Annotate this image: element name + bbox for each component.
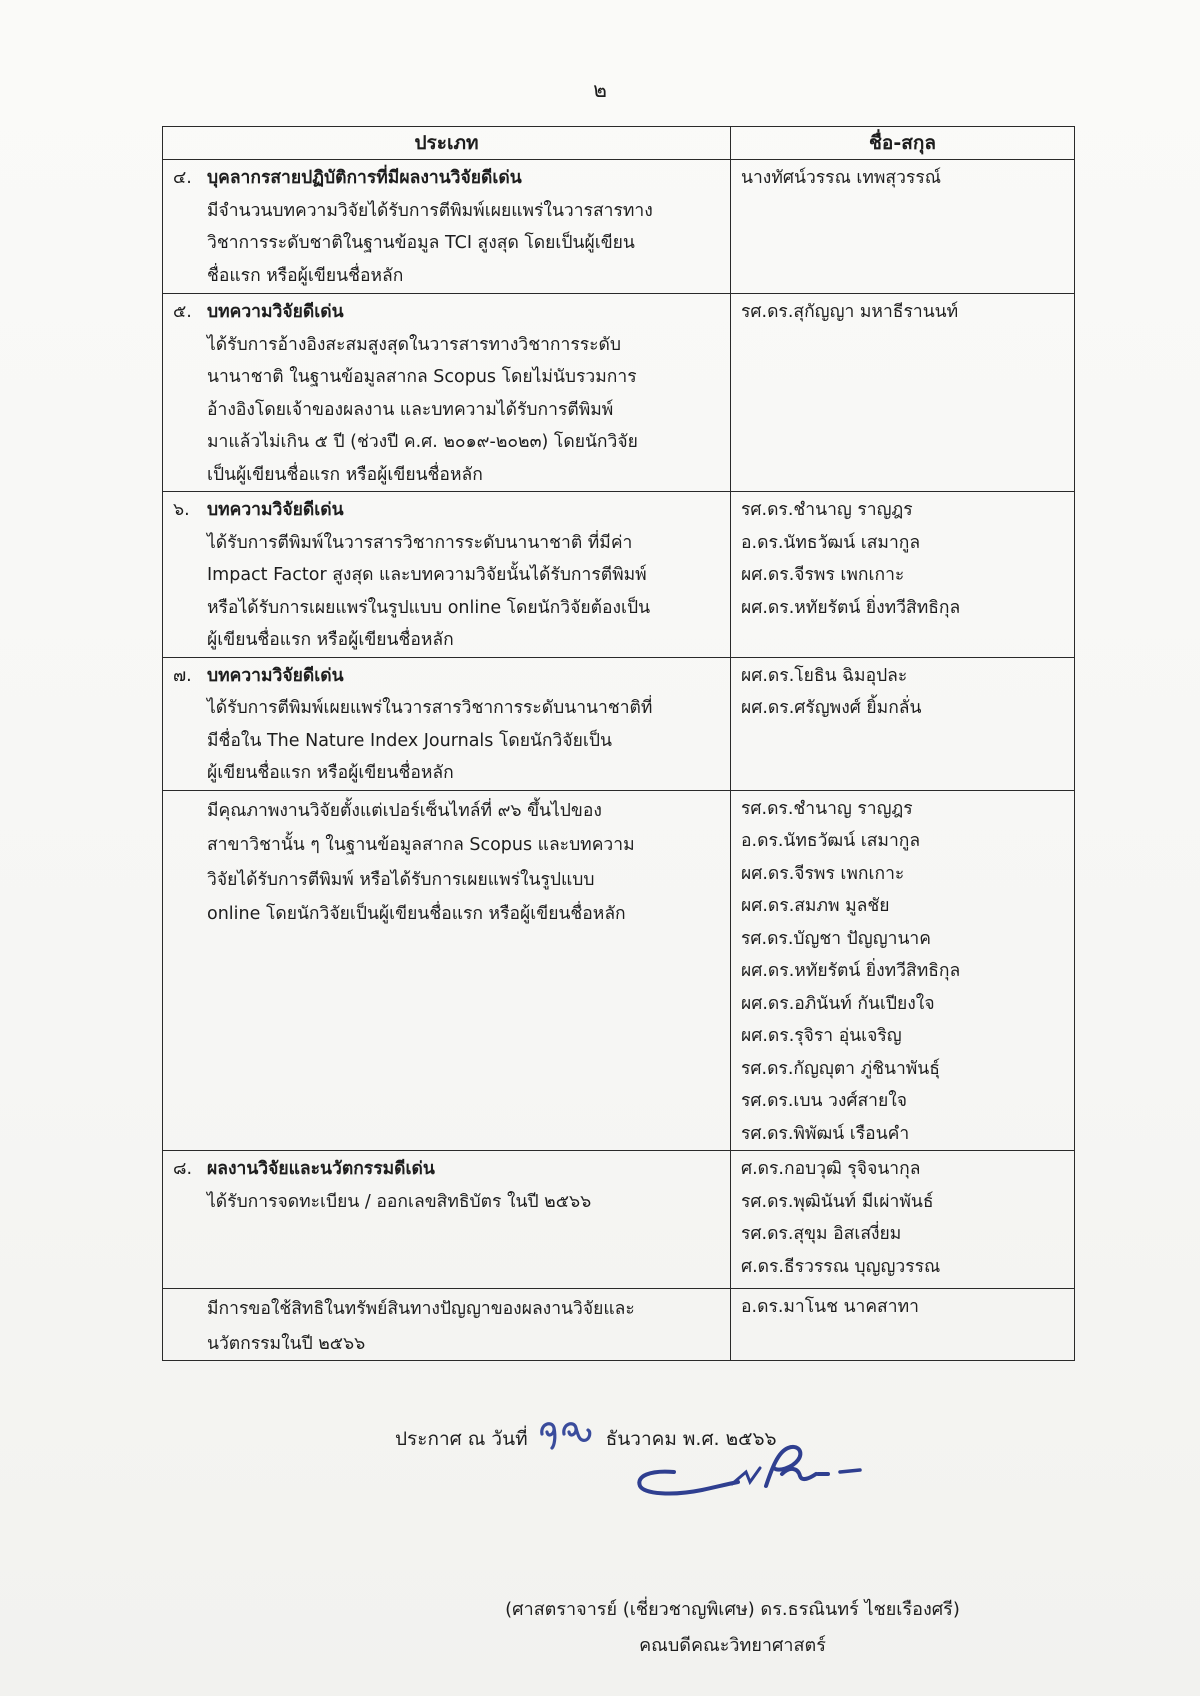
- names-cell: [731, 657, 1075, 790]
- names-cell: [731, 294, 1075, 492]
- names-cell: [731, 790, 1075, 1151]
- awardee-name: ผศ.ดร.โยธิน ฉิมอุปละ: [741, 665, 908, 686]
- table-row: [163, 657, 1075, 790]
- awardee-name: ผศ.ดร.สมภพ มูลชัย: [741, 896, 890, 916]
- awardee-name: รศ.ดร.สุขุม อิสเสงี่ยม: [741, 1224, 902, 1244]
- category-cell: [163, 1151, 731, 1289]
- category-title: บทความวิจัยดีเด่น: [207, 665, 344, 686]
- criteria-line: หรือได้รับการเผยแพร่ในรูปแบบ online โดยนักวิจัยต้องเป็น: [207, 597, 651, 618]
- awardee-name: อ.ดร.นัทธวัฒน์ เสมากูล: [741, 831, 921, 851]
- category-number: ๘.: [173, 1159, 193, 1179]
- page-number: ๒: [593, 78, 607, 102]
- category-title-line: [173, 296, 722, 329]
- category-title-line: [173, 660, 722, 693]
- criteria-line: มีการขอใช้สิทธิในทรัพย์สินทางปัญญาของผลงานวิจัยและ: [207, 1299, 635, 1319]
- criteria-line: Impact Factor สูงสุด และบทความวิจัยนั้นได้รับการตีพิมพ์: [207, 565, 647, 585]
- category-cell: [163, 492, 731, 658]
- header-name: ชื่อ-สกุล: [731, 127, 1075, 160]
- awardee-name: ผศ.ดร.รุจิรา อุ่นเจริญ: [741, 1026, 902, 1046]
- table-row: [163, 1289, 1075, 1361]
- awardee-name: รศ.ดร.เบน วงศ์สายใจ: [741, 1091, 908, 1111]
- criteria-line: นวัตกรรมในปี ๒๕๖๖: [207, 1333, 366, 1354]
- date-suffix: ธันวาคม พ.ศ. ๒๕๖๖: [605, 1428, 777, 1450]
- criteria-line: มีคุณภาพงานวิจัยตั้งแต่เปอร์เซ็นไทล์ที่ ๙๖ ขึ้นไปของ: [207, 800, 602, 821]
- awardee-name: ผศ.ดร.ศรัญพงศ์ ยิ้มกลั่น: [741, 698, 922, 718]
- criteria-line: นานาชาติ ในฐานข้อมูลสากล Scopus โดยไม่นับรวมการ: [207, 367, 637, 387]
- criteria-line: online โดยนักวิจัยเป็นผู้เขียนชื่อแรก หรือผู้เขียนชื่อหลัก: [207, 904, 626, 924]
- date-prefix: ประกาศ ณ วันที่: [395, 1428, 528, 1450]
- awardee-name: อ.ดร.มาโนช นาคสาทา: [741, 1297, 919, 1317]
- criteria-line: ได้รับการอ้างอิงสะสมสูงสุดในวารสารทางวิชาการระดับ: [207, 334, 622, 355]
- signer-position: คณบดีคณะวิทยาศาสตร์: [639, 1635, 826, 1656]
- signature-image: [628, 1438, 888, 1508]
- criteria-line: อ้างอิงโดยเจ้าของผลงาน และบทความได้รับการตีพิมพ์: [207, 399, 614, 420]
- awardee-name: นางทัศน์วรรณ เทพสุวรรณ์: [741, 168, 941, 188]
- awardee-name: ผศ.ดร.หทัยรัตน์ ยิ่งทวีสิทธิกุล: [741, 597, 961, 618]
- category-title: บทความวิจัยดีเด่น: [207, 500, 344, 520]
- names-cell: [731, 492, 1075, 658]
- awardee-name: ผศ.ดร.จีรพร เพกเกาะ: [741, 565, 905, 585]
- criteria-line: วิชาการระดับชาติในฐานข้อมูล TCI สูงสุด โดยเป็นผู้เขียน: [207, 233, 635, 253]
- criteria-line: มาแล้วไม่เกิน ๕ ปี (ช่วงปี ค.ศ. ๒๐๑๙-๒๐๒๓) โดยนักวิจัย: [207, 432, 638, 452]
- category-number: ๖.: [173, 500, 190, 520]
- criteria-line: ผู้เขียนชื่อแรก หรือผู้เขียนชื่อหลัก: [207, 763, 454, 783]
- criteria-line: มีชื่อใน The Nature Index Journals โดยนักวิจัยเป็น: [207, 730, 612, 751]
- category-number: ๔.: [173, 168, 192, 188]
- table-body: [163, 160, 1075, 1361]
- category-title: ผลงานวิจัยและนวัตกรรมดีเด่น: [207, 1159, 435, 1179]
- table-row: [163, 160, 1075, 294]
- table-header-row: [163, 127, 1075, 160]
- awardee-name: รศ.ดร.พุฒินันท์ มีเผ่าพันธ์: [741, 1191, 934, 1212]
- criteria-line: ได้รับการจดทะเบียน / ออกเลขสิทธิบัตร ในปี ๒๕๖๖: [207, 1191, 592, 1212]
- category-title-line: [173, 494, 722, 527]
- criteria-line: ได้รับการตีพิมพ์เผยแพร่ในวารสารวิชาการระดับนานาชาติที่: [207, 698, 653, 718]
- criteria-line: ผู้เขียนชื่อแรก หรือผู้เขียนชื่อหลัก: [207, 630, 454, 650]
- award-table: [162, 126, 1075, 1361]
- category-cell: [163, 294, 731, 492]
- awardee-name: ศ.ดร.ธีรวรรณ บุญญวรรณ: [741, 1256, 941, 1277]
- category-number: ๗.: [173, 665, 192, 686]
- criteria-line: มีจำนวนบทความวิจัยได้รับการตีพิมพ์เผยแพร่ในวารสารทาง: [207, 200, 653, 221]
- criteria-line: ชื่อแรก หรือผู้เขียนชื่อหลัก: [207, 265, 404, 286]
- names-cell: [731, 160, 1075, 294]
- category-cell: [163, 657, 731, 790]
- awardee-name: ผศ.ดร.หทัยรัตน์ ยิ่งทวีสิทธิกุล: [741, 961, 961, 981]
- category-cell: [163, 790, 731, 1151]
- names-cell: [731, 1289, 1075, 1361]
- handwritten-day-number: [534, 1412, 604, 1452]
- names-cell: [731, 1151, 1075, 1289]
- header-type: ประเภท: [163, 127, 731, 160]
- category-cell: [163, 160, 731, 294]
- table-row: [163, 1151, 1075, 1289]
- category-number: ๕.: [173, 302, 192, 322]
- awardee-name: รศ.ดร.สุกัญญา มหาธีรานนท์: [741, 302, 959, 322]
- category-title-line: [173, 1153, 722, 1186]
- category-title-line: [173, 162, 722, 195]
- table-row: [163, 294, 1075, 492]
- awardee-name: ศ.ดร.กอบวุฒิ รุจิจนากุล: [741, 1159, 921, 1179]
- awardee-name: รศ.ดร.บัญชา ปัญญานาค: [741, 928, 931, 949]
- table-row: [163, 492, 1075, 658]
- table-row: [163, 790, 1075, 1151]
- signer-name: (ศาสตราจารย์ (เชี่ยวชาญพิเศษ) ดร.ธรณินทร์ ไชยเรืองศรี): [505, 1599, 960, 1620]
- category-title: บทความวิจัยดีเด่น: [207, 302, 344, 322]
- awardee-name: รศ.ดร.พิพัฒน์ เรือนคำ: [741, 1123, 910, 1144]
- awardee-name: รศ.ดร.ชำนาญ ราญฎร: [741, 798, 913, 819]
- criteria-line: ได้รับการตีพิมพ์ในวารสารวิชาการระดับนานาชาติ ที่มีค่า: [207, 532, 633, 553]
- awardee-name: ผศ.ดร.อภินันท์ กันเปียงใจ: [741, 993, 935, 1014]
- criteria-line: วิจัยได้รับการตีพิมพ์ หรือได้รับการเผยแพร่ในรูปแบบ: [207, 869, 595, 890]
- category-cell: [163, 1289, 731, 1361]
- awardee-name: รศ.ดร.กัญญุตา ภู่ชินาพันธุ์: [741, 1058, 940, 1079]
- criteria-line: เป็นผู้เขียนชื่อแรก หรือผู้เขียนชื่อหลัก: [207, 464, 483, 485]
- awardee-name: ผศ.ดร.จีรพร เพกเกาะ: [741, 863, 905, 884]
- criteria-line: สาขาวิชานั้น ๆ ในฐานข้อมูลสากล Scopus และบทความ: [207, 835, 635, 855]
- awardee-name: อ.ดร.นัทธวัฒน์ เสมากูล: [741, 532, 921, 553]
- awardee-name: รศ.ดร.ชำนาญ ราญฎร: [741, 500, 913, 520]
- category-title: บุคลากรสายปฏิบัติการที่มีผลงานวิจัยดีเด่น: [207, 168, 522, 188]
